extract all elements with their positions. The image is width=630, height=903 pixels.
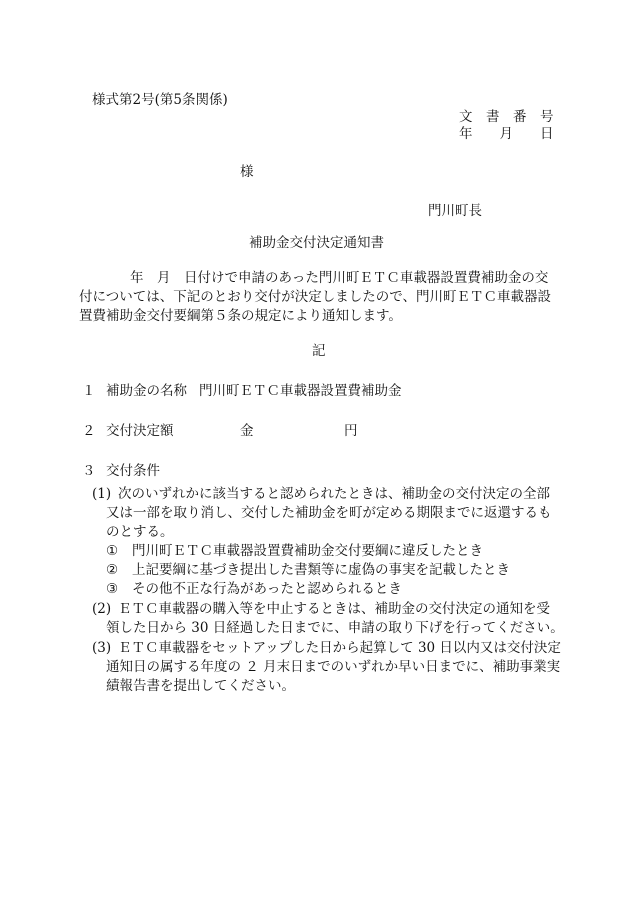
item-label: 交付条件 [106,463,160,479]
condition-line: 又は一部を取り消し、交付した補助金を町が定める期限までに返還するも [106,505,552,521]
condition-line: ＥＴＣ車載器をセットアップした日から起算して 30 日以内又は交付決定 [118,640,561,656]
condition-line: 績報告書を提出してください。 [106,678,295,694]
item-number: １ [82,383,96,399]
sub-item-text: 門川町ＥＴＣ車載器設置費補助金交付要綱に違反したとき [132,543,483,559]
sub-number: ① [106,543,119,559]
condition-line: ＥＴＣ車載器の購入等を中止するときは、補助金の交付決定の通知を受 [118,601,550,617]
document-number-label: 文 書 番 号 [459,109,554,125]
condition-number: (2) [92,601,112,617]
sub-item-text: その他不正な行為があったと認められるとき [132,581,402,597]
condition-line: 通知日の属する年度の ２ 月末日までのいずれか早い日までに、補助事業実 [106,659,561,675]
amount-yen: 円 [344,423,358,439]
intro-line: 年 月 日付けで申請のあった門川町ＥＴＣ車載器設置費補助金の交 [130,270,549,286]
sub-number: ③ [106,581,119,597]
item-value: 門川町ＥＴＣ車載器設置費補助金 [199,383,402,399]
item-label: 交付決定額 [106,423,174,439]
form-label: 様式第2号(第5条関係) [92,92,228,108]
condition-line: のとする。 [106,524,174,540]
intro-line: 置費補助金交付要綱第５条の規定により通知します。 [79,308,402,324]
sub-number: ② [106,562,119,578]
item-number: ３ [82,463,96,479]
item-label: 補助金の名称 [106,383,187,399]
intro-line: 付については、下記のとおり交付が決定しましたので、門川町ＥＴＣ車載器設 [79,289,551,305]
sub-item-text: 上記要綱に基づき提出した書類等に虚偽の事実を記載したとき [132,562,510,578]
ki-heading: 記 [312,343,326,359]
document-title: 補助金交付決定通知書 [249,235,384,251]
item-number: ２ [82,423,96,439]
condition-number: (1) [92,486,112,502]
condition-line: 次のいずれかに該当すると認められたときは、補助金の交付決定の全部 [118,486,550,502]
condition-line: 領した日から 30 日経過した日までに、申請の取り下げを行ってください。 [106,620,564,636]
addressee-suffix: 様 [240,164,254,180]
condition-number: (3) [92,640,112,656]
date-label: 年 月 日 [459,126,554,142]
amount-kin: 金 [240,423,254,439]
issuer-name: 門川町長 [428,203,482,219]
